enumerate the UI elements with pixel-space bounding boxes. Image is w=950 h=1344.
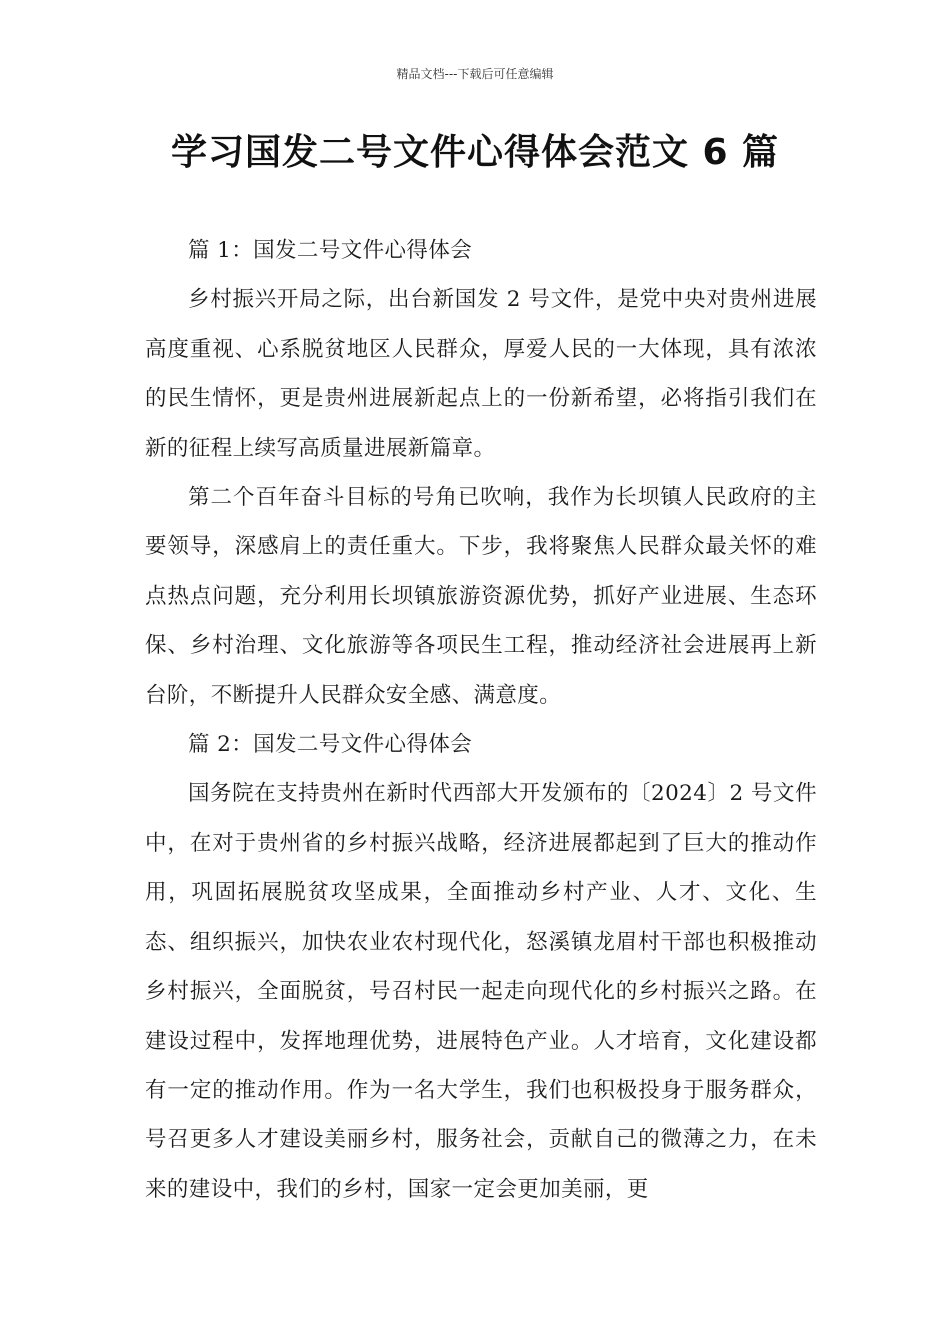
paragraph: 乡村振兴开局之际，出台新国发 2 号文件，是党中央对贵州进展高度重视、心系脱贫地区人民群众，厚爱人民的一大体现，具有浓浓的民生情怀，更是贵州进展新起点上的一份新希望，必将指引我们在新的征程上续写高质量进展新篇章。 xyxy=(145,287,817,461)
header-note: 精品文档---下载后可任意编辑 xyxy=(396,67,554,81)
document-body xyxy=(145,226,817,1214)
paragraph: 第二个百年奋斗目标的号角已吹响，我作为长坝镇人民政府的主要领导，深感肩上的责任重大。下步，我将聚焦人民群众最关怀的难点热点问题，充分利用长坝镇旅游资源优势，抓好产业进展、生态环保、乡村治理、文化旅游等各项民生工程，推动经济社会进展再上新台阶，不断提升人民群众安全感、满意度。 xyxy=(145,485,817,708)
section-heading: 篇 2：国发二号文件心得体会 xyxy=(188,732,473,758)
page-title: 学习国发二号文件心得体会范文 6 篇 xyxy=(170,132,780,173)
section-heading: 篇 1：国发二号文件心得体会 xyxy=(188,238,473,263)
paragraph: 国务院在支持贵州在新时代西部大开发颁布的〔2024〕2 号文件中，在对于贵州省的乡村振兴战略，经济进展都起到了巨大的推动作用，巩固拓展脱贫攻坚成果，全面推动乡村产业、人才、文化、生态、组织振兴，加快农业农村现代化，怒溪镇龙眉村干部也积极推动乡村振兴，全面脱贫，号召村民一起走向现代化的乡村振兴之路。在建设过程中，发挥地理优势，进展特色产业。人才培育，文化建设都有一定的推动作用。作为一名大学生，我们也积极投身于服务群众，号召更多人才建设美丽乡村，服务社会，贡献自己的微薄之力，在未来的建设中，我们的乡村，国家一定会更加美丽，更 xyxy=(145,781,817,1202)
